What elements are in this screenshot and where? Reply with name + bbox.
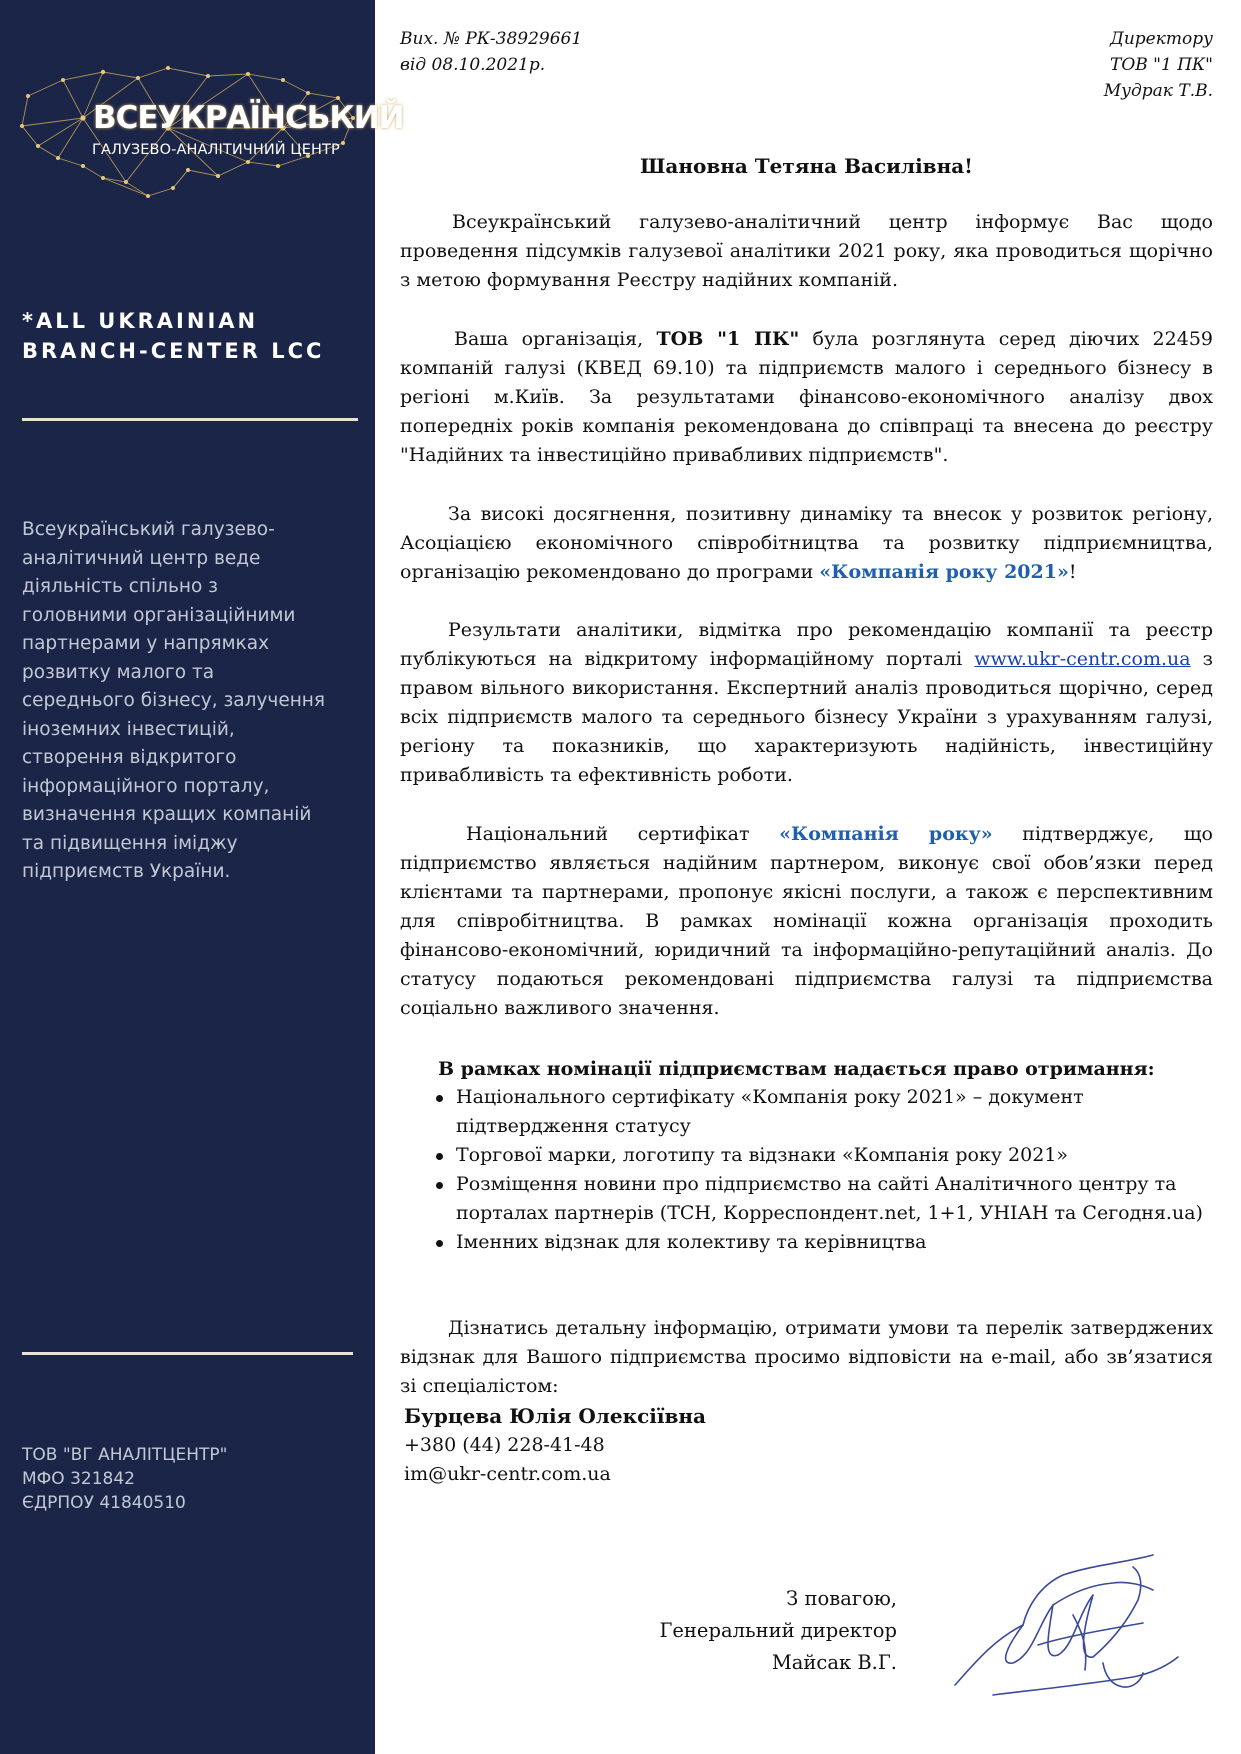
description-line: створення відкритого <box>22 747 237 768</box>
p4-text: з правом вільного використання. Експертний аналіз проводиться щорічно, серед всіх підприємств малого та середнього бізнесу України з урахуванням галузі, регіону та показників, що характеризують надійність, інвестиційну привабливість та ефективність роботи. <box>400 648 1213 786</box>
sidebar-divider-top <box>22 418 358 421</box>
paragraph-contact-request: Дізнатись детальну інформацію, отримати умови та перелік затверджених відзнак для Вашого підприємства просимо відповісти на e-mail, або зв’язатися зі спеціалістом: <box>400 1317 1213 1397</box>
letter-body <box>400 0 1213 1754</box>
portal-link[interactable]: www.ukr-centr.com.ua <box>974 648 1191 670</box>
company-highlight: ТОВ "1 ПК" <box>656 328 800 350</box>
closing-regards: З повагою, <box>786 1587 897 1610</box>
program-name: «Компанія року 2021» <box>819 561 1069 583</box>
logo-subtitle: ГАЛУЗЕВО-АНАЛІТИЧНИЙ ЦЕНТР <box>92 142 340 158</box>
description-line: головними організаційними <box>22 604 296 626</box>
certificate-name: «Компанія року» <box>779 823 993 845</box>
brand-line: *ALL UKRAINIAN <box>22 309 259 333</box>
signer-position: Генеральний директор <box>659 1619 897 1642</box>
list-item: Національного сертифікату «Компанія року 2021» – документ підтвердження статусу <box>430 1083 1220 1141</box>
reference-number: Вих. № РК-38929661 <box>400 29 583 49</box>
handwritten-signature <box>953 1545 1183 1715</box>
description-line: та підвищення іміджу <box>22 832 238 854</box>
recipient-company: ТОВ "1 ПК" <box>1109 55 1213 75</box>
description-line: діяльність спільно з <box>22 576 219 597</box>
specialist-phone: +380 (44) 228-41-48 <box>404 1434 605 1456</box>
company-details <box>22 1443 228 1515</box>
p2-text: Ваша організація, <box>454 328 657 350</box>
company-mfo: МФО 321842 <box>22 1469 135 1489</box>
description-line: підприємств України. <box>22 861 231 882</box>
organization-logo <box>8 58 404 208</box>
list-item: Розміщення новини про підприємство на сайті Аналітичного центру та порталах партнерів (ТСН, Корреспондент.net, 1+1, УНІАН та Сегодня.ua) <box>430 1170 1220 1228</box>
company-name: ТОВ "ВГ АНАЛІТЦЕНТР" <box>22 1445 228 1465</box>
closing-block <box>497 1583 897 1679</box>
description-line: аналітичний центр веде <box>22 547 261 569</box>
closing-wrapper <box>400 0 898 1754</box>
p5-text: підтверджує, що підприємство являється надійним партнером, виконує свої обов’язки перед клієнтами та партнерами, пропонує якісні послуги, а також є перспективним для співробітництва. В рамках номінації кожна організація проходить фінансово-економічний, юридичний та інформаційно-репутаційний аналіз. До статусу подаються рекомендовані підприємства галузі та підприємства соціально важливого значення. <box>400 823 1213 1019</box>
recipient-name: Мудрак Т.В. <box>1103 81 1213 101</box>
list-item: Іменних відзнак для колективу та керівництва <box>430 1228 1220 1257</box>
p4-text: Результати аналітики, відмітка про рекомендацію компанії та реєстр публікуються на відкритому інформаційному порталі <box>400 619 1213 670</box>
greeting: Шановна Тетяна Василівна! <box>640 154 973 178</box>
description-line: партнерами у напрямках <box>22 633 270 654</box>
p2-text: була розглянута серед діючих 22459 компаній галузі (КВЕД 69.10) та підприємств малого і середнього бізнесу в регіоні м.Київ. За результатами фінансово-економічного аналізу двох попередніх років компанія рекомендована до співпраці та внесена до реєстру "Надійних та інвестиційно привабливих підприємств". <box>400 328 1214 466</box>
nomination-heading: В рамках номінації підприємствам надається право отримання: <box>438 1058 1155 1080</box>
brand-line: BRANCH-CENTER LCC <box>22 339 325 363</box>
recipient-position: Директору <box>1110 29 1213 49</box>
recipient-block <box>1104 26 1213 104</box>
logo-title: ВСЕУКРАЇНСЬКИЙ <box>93 100 404 136</box>
reference-date: від 08.10.2021р. <box>400 55 546 75</box>
sidebar-divider-bottom <box>22 1352 353 1355</box>
sidebar-description <box>22 516 364 887</box>
list-item: Торгової марки, логотипу та відзнаки «Компанія року 2021» <box>430 1141 1220 1170</box>
description-line: розвитку малого та <box>22 661 215 683</box>
description-line: іноземних інвестицій, <box>22 718 235 740</box>
description-line: визначення кращих компаній <box>22 804 312 825</box>
brand-name <box>22 306 362 366</box>
description-line: Всеукраїнський галузево- <box>22 519 275 540</box>
p3-text: ! <box>1068 561 1077 583</box>
company-edrpou: ЄДРПОУ 41840510 <box>22 1493 186 1513</box>
p3-text: За високі досягнення, позитивну динаміку та внесок у розвиток регіону, Асоціацією економічного співробітництва та розвитку підприємництва, організацію рекомендовано до програми <box>400 503 1213 583</box>
paragraph-intro: Всеукраїнський галузево-аналітичний центр інформує Вас щодо проведення підсумків галузевої аналітики 2021 року, яка проводиться щорічно з метою формування Реєстру надійних компаній. <box>400 211 1213 291</box>
description-line: середнього бізнесу, залучення <box>22 690 326 711</box>
description-line: інформаційного порталу, <box>22 775 270 797</box>
sidebar-panel <box>0 0 404 1754</box>
specialist-name: Бурцева Юлія Олексіївна <box>404 1404 706 1428</box>
p5-text: Національний сертифікат <box>466 823 780 845</box>
specialist-email: im@ukr-centr.com.ua <box>404 1463 611 1485</box>
signer-name: Майсак В.Г. <box>771 1651 897 1674</box>
